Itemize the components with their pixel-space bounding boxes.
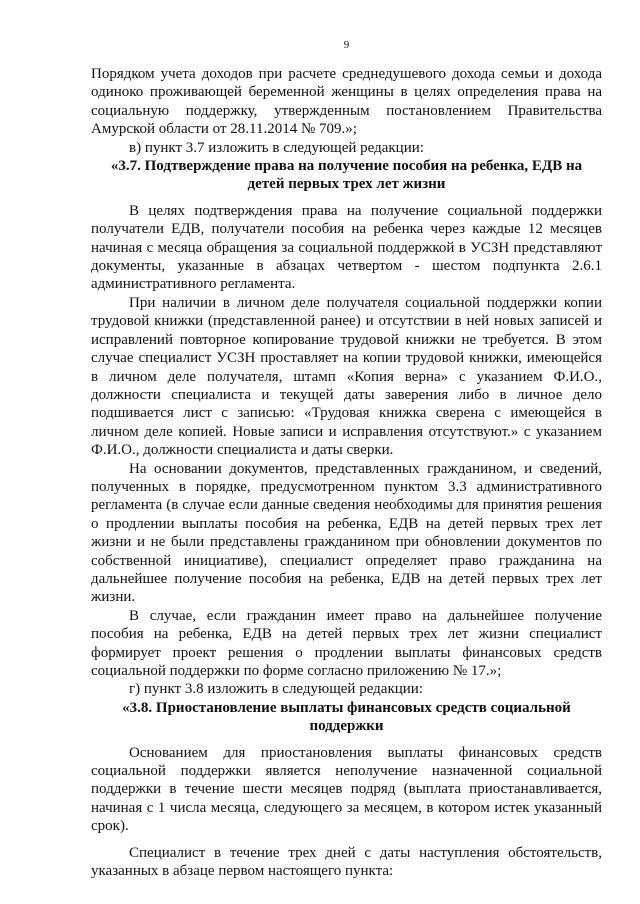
page-number: 9 [343, 39, 350, 51]
heading-3-7: «3.7. Подтверждение права на получение пособия на ребенка, ЕДВ на детей первых трех лет жизни [110, 158, 583, 193]
paragraph-specialist-actions: Специалист в течение трех дней с даты наступления обстоятельств, указанных в абзаце первом настоящего пункта: [91, 844, 602, 880]
paragraph-confirmation-purpose: В целях подтверждения права на получение социальной поддержки получатели ЕДВ, получатели пособия на ребенка через каждые 12 месяцев начиная с месяца обращения за социальной поддержкой в УСЗН представляют документы, указанные в абзацах четвертом - шестом подпункта 2.6.1 административного регламента. [91, 202, 602, 293]
paragraph-suspension-grounds: Основанием для приостановления выплаты финансовых средств социальной поддержки является неполучение назначенной социальной поддержки в течение шести месяцев подряд (выплата приостанавливается, начиная с 1 числа месяца, следующего за месяцем, в котором истек указанный срок). [91, 744, 602, 835]
paragraph-item-g: г) пункт 3.8 изложить в следующей редакции: [129, 681, 423, 698]
paragraph-employment-record: При наличии в личном деле получателя социальной поддержки копии трудовой книжки (представленной ранее) и отсутствии в ней новых записей и исправлений повторное копирование трудовой книжки не требуется. В этом случае специалист УСЗН проставляет на копии трудовой книжки, имеющейся в личном деле получателя, штамп «Копия верна» с указанием Ф.И.О., должности специалиста и текущей даты заверения либо в личное дело подшивается лист с записью: «Трудовая книжка сверена с имеющейся в личном деле копией. Новые записи и исправления отсутствуют.» с указанием Ф.И.О., должности специалиста и даты сверки. [91, 294, 602, 459]
paragraph-item-v: в) пункт 3.7 изложить в следующей редакции: [129, 139, 424, 156]
paragraph-extension-decision: В случае, если гражданин имеет право на дальнейшее получение пособия на ребенка, ЕДВ на детей первых трех лет жизни специалист формирует проект решения о продлении выплаты финансовых средств социальной поддержки по форме согласно приложению № 17.»; [91, 607, 602, 679]
heading-3-8: «3.8. Приостановление выплаты финансовых средств социальной поддержки [122, 699, 571, 735]
paragraph-determination-of-right: На основании документов, представленных гражданином, и сведений, полученных в порядке, предусмотренном пунктом 3.3 административного регламента (в случае если данные сведения необходимы для принятия решения о продлении выплаты пособия на ребенка, ЕДВ на детей первых трех лет жизни и не были представлены гражданином при обновлении документов по собственной инициативе), специалист определяет право гражданина на дальнейшее получение пособия на ребенка, ЕДВ на детей первых трех лет жизни. [91, 460, 602, 606]
paragraph-income-procedure: Порядком учета доходов при расчете среднедушевого дохода семьи и дохода одиноко проживающей беременной женщины в целях определения права на социальную поддержку, утвержденным постановлением Правительства Амурской области от 28.11.2014 № 709.»; [91, 66, 602, 138]
